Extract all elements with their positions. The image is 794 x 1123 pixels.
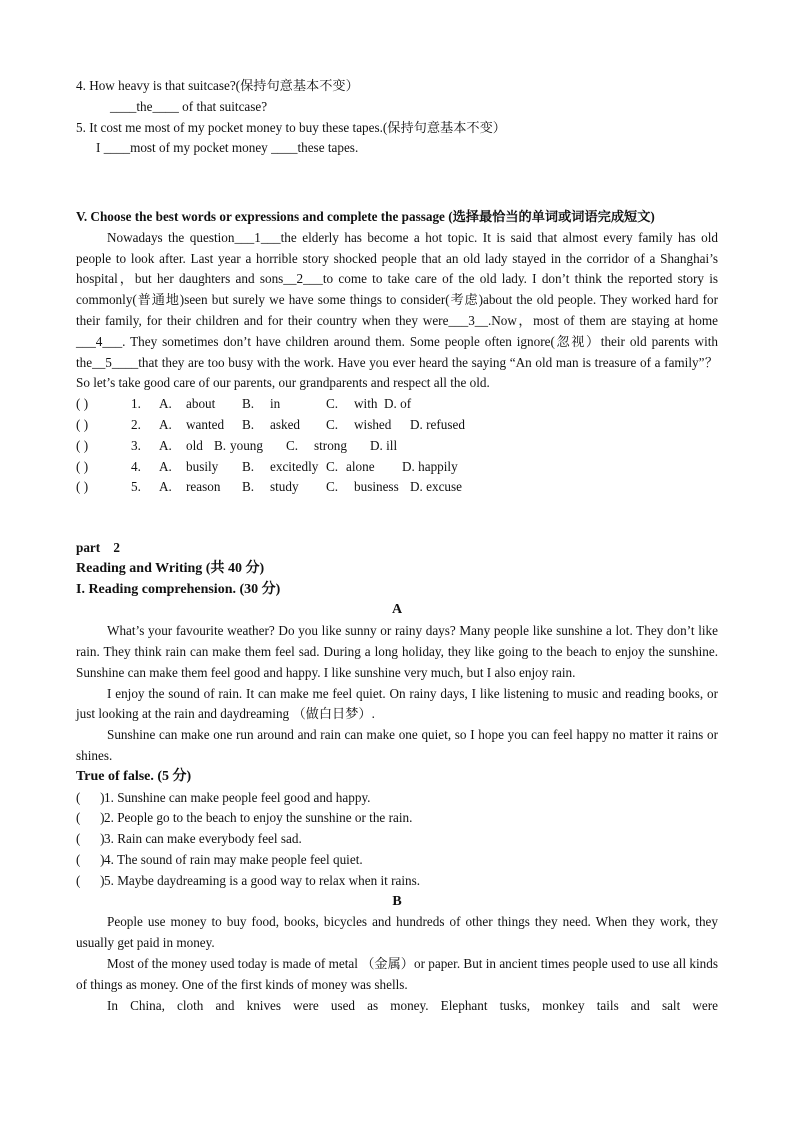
option-number: 4.: [131, 458, 141, 474]
option-row: [76, 436, 718, 457]
option-number: 1.: [131, 396, 141, 412]
option-a-label: A.: [159, 458, 172, 474]
option-b-text: young: [230, 437, 263, 453]
option-row: [76, 394, 718, 415]
option-a-text: busily: [186, 458, 219, 474]
tf-statement: [76, 808, 718, 829]
answer-bracket[interactable]: ( ): [76, 479, 89, 495]
option-a-text: reason: [186, 479, 221, 495]
answer-bracket[interactable]: ( ): [76, 416, 89, 432]
option-a-text: old: [186, 437, 203, 453]
statement-text: 4. The sound of rain may make people feel quiet.: [104, 851, 363, 867]
option-a-label: A.: [159, 416, 172, 432]
option-c-text: strong: [314, 437, 347, 453]
option-b-label: B.: [242, 458, 255, 474]
option-row: [76, 457, 718, 478]
option-number: 5.: [131, 479, 141, 495]
option-d: D. refused: [410, 416, 465, 432]
answer-bracket[interactable]: ( ): [76, 396, 89, 412]
passage-a-letter: A: [391, 602, 403, 618]
part2: [76, 538, 718, 1016]
section4-items: [76, 76, 718, 159]
option-b-text: asked: [270, 416, 301, 432]
cloze-passage: Nowadays the question___1___the elderly has become a hot topic. It is said that almost every family has old people to look after. Last year a horrible story shocked people that an old lady stayed in the corridor of a Shanghai’s hospital，but her daughters and sons__2___to come to take care of the old lady. I don’t think the reported story is commonly(普通地)seen but surely we have some things to consider(考虑)about the old people. They worked hard for their family, for their children and for their country when they were___3__.Now，most of them are staying at home ___4___. They sometimes don’t have children around them. Some people often ignore(忽视）their old parents with the__5____that they are too busy with the work. Have you ever heard the saying “An old man is treasure of a family”？ So let’s take good care of our parents, our grandparents and respect all the old.: [76, 229, 719, 391]
tf-statement: [76, 788, 718, 809]
passage-b-paragraph: In China, cloth and knives were used as money. Elephant tusks, monkey tails and salt were: [107, 997, 718, 1013]
option-number: 2.: [131, 416, 141, 432]
option-b-label: B.: [242, 416, 255, 432]
option-d: D. excuse: [410, 479, 462, 495]
option-row: [76, 477, 718, 498]
statement-text: 3. Rain can make everybody feel sad.: [104, 831, 302, 847]
answer-bracket[interactable]: ( ): [76, 789, 105, 805]
option-row: [76, 415, 718, 436]
item4-answer-line: ____the____ of that suitcase?: [110, 98, 268, 114]
statement-text: 5. Maybe daydreaming is a good way to relax when it rains.: [104, 872, 421, 888]
option-b-label: B.: [214, 437, 227, 453]
section5: [76, 207, 718, 498]
option-number: 3.: [131, 437, 141, 453]
option-a-label: A.: [159, 396, 172, 412]
statement-text: 2. People go to the beach to enjoy the sunshine or the rain.: [104, 810, 413, 826]
option-a-label: A.: [159, 479, 172, 495]
option-c-text: wished: [354, 416, 392, 432]
option-b-label: B.: [242, 479, 255, 495]
option-d: D. of: [384, 396, 412, 412]
answer-bracket[interactable]: ( ): [76, 872, 105, 888]
option-b-text: study: [270, 479, 299, 495]
answer-bracket[interactable]: ( ): [76, 437, 89, 453]
option-a-text: wanted: [186, 416, 225, 432]
passage-b-letter: B: [392, 893, 402, 909]
passage-b-paragraph: People use money to buy food, books, bicycles and hundreds of other things they need. When they work, they usually get paid in money.: [76, 914, 718, 951]
statement-text: 1. Sunshine can make people feel good and happy.: [104, 789, 371, 805]
option-a-label: A.: [159, 437, 172, 453]
cloze-options: [76, 394, 718, 498]
option-b-label: B.: [242, 396, 255, 412]
option-c-label: C.: [326, 479, 339, 495]
option-b-text: excitedly: [270, 458, 319, 474]
item5-question: 5. It cost me most of my pocket money to buy these tapes.(保持句意基本不变）: [76, 119, 506, 135]
passage-a-paragraph: What’s your favourite weather? Do you like sunny or rainy days? Many people like sunshine a lot. They don’t like rain. They think rain can make them feel sad. During a long holiday, they like going to the beach to enjoy the sunshine. Sunshine can make them feel good and happy. I like sunshine very much, but I also enjoy rain.: [76, 623, 718, 680]
option-c-label: C.: [326, 416, 339, 432]
option-c-label: C.: [326, 396, 339, 412]
option-c-text: with: [354, 396, 378, 412]
tf-statement: [76, 871, 718, 892]
section5-heading: V. Choose the best words or expressions and complete the passage (选择最恰当的单词或词语完成短文): [76, 209, 655, 224]
true-false-heading: True of false. (5 分): [76, 768, 192, 784]
answer-bracket[interactable]: ( ): [76, 851, 105, 867]
tf-statement: [76, 829, 718, 850]
item4-question: 4. How heavy is that suitcase?(保持句意基本不变）: [76, 78, 359, 93]
item5-answer-line: I ____most of my pocket money ____these tapes.: [96, 140, 359, 156]
option-d: D. happily: [402, 458, 458, 474]
part-title: Reading and Writing (共 40 分): [76, 560, 265, 576]
option-c-label: C.: [286, 437, 299, 453]
option-c-text: alone: [346, 458, 375, 474]
passage-a-paragraph: Sunshine can make one run around and rain can make one quiet, so I hope you can feel happy no matter it rains or shines.: [76, 727, 718, 763]
option-c-label: C.: [326, 458, 339, 474]
answer-bracket[interactable]: ( ): [76, 831, 105, 847]
part-subtitle: I. Reading comprehension. (30 分): [76, 581, 281, 597]
passage-b-paragraph: Most of the money used today is made of metal （金属）or paper. But in ancient times people used to use all kinds of things as money. One of the first kinds of money was shells.: [76, 955, 718, 992]
option-c-text: business: [354, 479, 399, 495]
tf-statement: [76, 850, 718, 871]
option-a-text: about: [186, 396, 216, 412]
passage-a-paragraph: I enjoy the sound of rain. It can make me feel quiet. On rainy days, I like listening to music and reading books, or just looking at the rain and daydreaming （做白日梦）.: [76, 685, 718, 722]
answer-bracket[interactable]: ( ): [76, 458, 89, 474]
part-label: part 2: [76, 540, 120, 555]
answer-bracket[interactable]: ( ): [76, 810, 105, 826]
option-d: D. ill: [370, 437, 398, 453]
option-b-text: in: [270, 396, 281, 412]
